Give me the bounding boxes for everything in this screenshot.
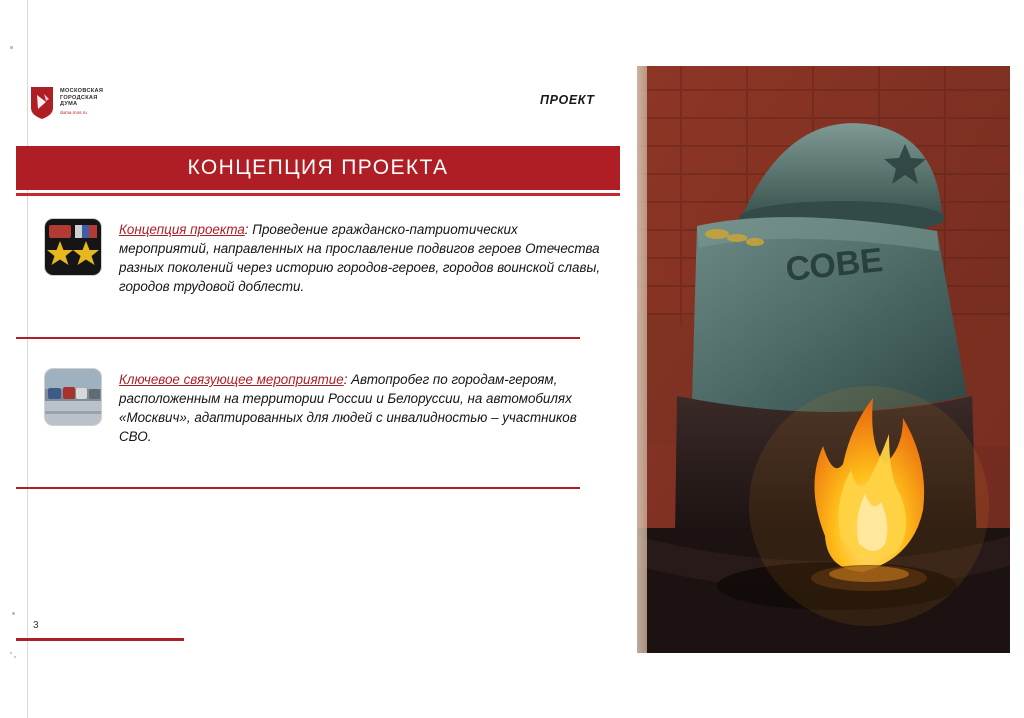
content-block-1 [44,218,604,296]
content-block-1-text [119,218,604,296]
car-rally-photo [44,368,102,426]
hero-star-medals-photo [44,218,102,276]
divider-1 [16,337,580,339]
title-underline [16,193,620,196]
content-block-1-lead: Концепция проекта [119,222,245,237]
footer-rule [16,638,184,641]
scan-speck [12,612,15,615]
content-block-2-lead: Ключевое связующее мероприятие [119,372,344,387]
logo-wordmark [60,86,103,115]
logo-line-1: МОСКОВСКАЯ [60,88,104,94]
scan-speck [10,652,12,654]
eternal-flame-soldier-monument-photo [637,66,1010,653]
scan-speck [14,656,16,658]
content-block-2-text [119,368,604,446]
logo-line-3: ДУМА [60,101,78,108]
logo-line-2: ГОРОДСКАЯ [60,94,98,101]
content-block-1-body: : Проведение гражданско-патриотических мероприятий, направленных на прославление подвигов героев Отечества разных поколений через историю городов-героев, городов воинской славы, городов трудовой доблести. [119,222,601,295]
page-number: 3 [33,620,39,631]
scan-speck [10,46,13,49]
project-label: ПРОЕКТ [540,93,595,107]
page-title: КОНЦЕПЦИЯ ПРОЕКТА [187,156,449,179]
content-block-2-body: : Автопробег по городам-героям, расположенным на территории России и Белоруссии, на автомобилях «Москвич», адаптированных для людей с инвалидностью – участников СВО. [119,372,577,445]
moscow-coat-of-arms-icon [29,86,55,120]
svg-text:СОВЕ: СОВЕ [783,240,885,289]
scan-edge-strip [0,0,28,718]
content-block-2 [44,368,604,446]
logo-line-4: duma.mos.ru [60,109,87,115]
photo-left-edge-gradient [637,66,647,653]
slide-title-bar [16,146,620,190]
divider-2 [16,487,580,489]
scan-fold-line [27,0,28,718]
mosgorduma-logo [29,86,103,120]
